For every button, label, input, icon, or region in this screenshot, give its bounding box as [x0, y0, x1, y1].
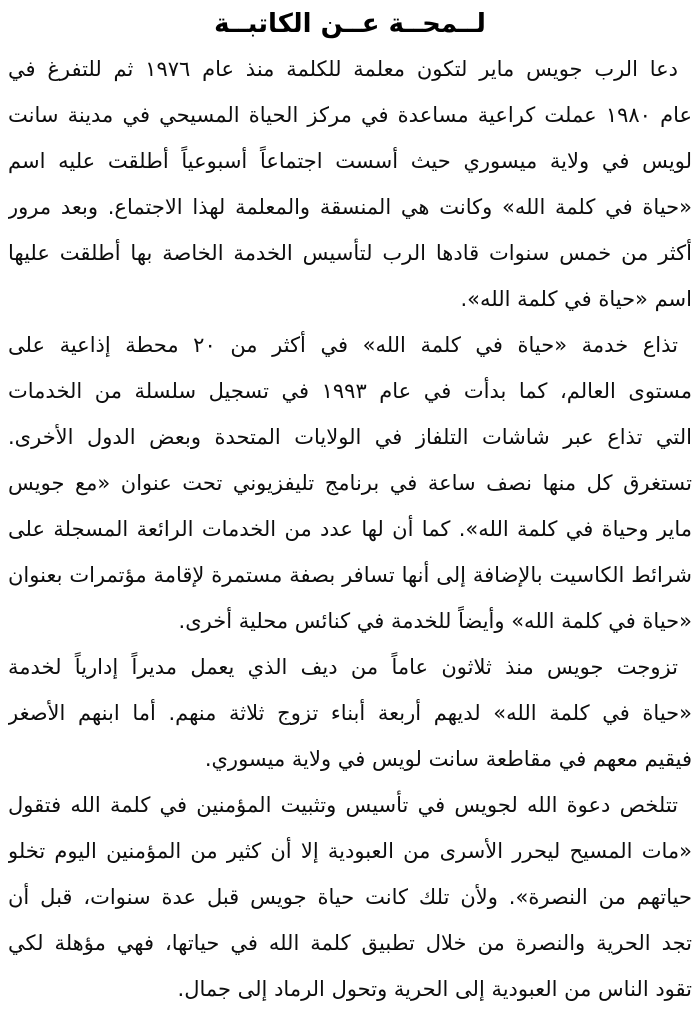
- text-line: أكثر من خمس سنوات قادها الرب لتأسيس الخدمة الخاصة بها أطلقت عليها: [8, 241, 692, 265]
- text-line: حياتهم من النصرة». ولأن تلك كانت حياة جويس قبل عدة سنوات، قبل أن: [8, 885, 692, 909]
- text-line: فيقيم معهم في مقاطعة سانت لويس في ولاية ميسوري.: [204, 747, 692, 771]
- text-line: تتلخص دعوة الله لجويس في تأسيس وتثبيت المؤمنين في كلمة الله فتقول: [8, 793, 678, 817]
- text-line: «مات المسيح ليحرر الأسرى من العبودية إلا أن كثير من المؤمنين اليوم تخلو: [8, 839, 692, 863]
- text-line: ماير وحياة في كلمة الله». كما أن لها عدد من الخدمات الرائعة المسجلة على: [8, 517, 692, 541]
- text-line: تذاع خدمة «حياة في كلمة الله» في أكثر من ٢٠ محطة إذاعية على: [8, 333, 678, 357]
- text-line: عام ١٩٨٠ عملت كراعية مساعدة في مركز الحياة المسيحي في مدينة سانت: [8, 103, 692, 127]
- text-line: تزوجت جويس منذ ثلاثون عاماً من ديف الذي يعمل مديراً إدارياً لخدمة: [8, 655, 678, 679]
- text-line: التي تذاع عبر شاشات التلفاز في الولايات المتحدة وبعض الدول الأخرى.: [8, 425, 692, 449]
- text-line: اسم «حياة في كلمة الله».: [460, 287, 692, 311]
- text-line: تجد الحرية والنصرة من خلال تطبيق كلمة الله في حياتها، فهي مؤهلة لكي: [8, 931, 692, 955]
- text-line: «حياة في كلمة الله» وكانت هي المنسقة والمعلمة لهذا الاجتماع. وبعد مرور: [8, 195, 692, 219]
- paragraph: [8, 644, 692, 782]
- paragraph: [8, 782, 692, 1012]
- text-line: لويس في ولاية ميسوري حيث أسست اجتماعاً أسبوعياً أطلقت عليه اسم: [8, 149, 692, 173]
- text-line: مستوى العالم، كما بدأت في عام ١٩٩٣ في تسجيل سلسلة من الخدمات: [8, 379, 692, 403]
- text-line: «حياة في كلمة الله» وأيضاً للخدمة في كنائس محلية أخرى.: [178, 609, 692, 633]
- document-body: [8, 46, 692, 1012]
- text-line: تستغرق كل منها نصف ساعة في برنامج تليفزيوني تحت عنوان «مع جويس: [8, 471, 692, 495]
- page-title: لــمحــة عــن الكاتبــة: [214, 9, 486, 39]
- text-line: شرائط الكاسيت بالإضافة إلى أنها تسافر بصفة مستمرة لإقامة مؤتمرات بعنوان: [8, 563, 692, 587]
- text-line: دعا الرب جويس ماير لتكون معلمة للكلمة منذ عام ١٩٧٦ ثم للتفرغ في: [8, 57, 678, 81]
- paragraph: [8, 322, 692, 644]
- text-line: تقود الناس من العبودية إلى الحرية وتحول الرماد إلى جمال.: [177, 977, 692, 1001]
- text-line: «حياة في كلمة الله» لديهم أربعة أبناء تزوج ثلاثة منهم. أما ابنهم الأصغر: [8, 701, 692, 725]
- paragraph: [8, 46, 692, 322]
